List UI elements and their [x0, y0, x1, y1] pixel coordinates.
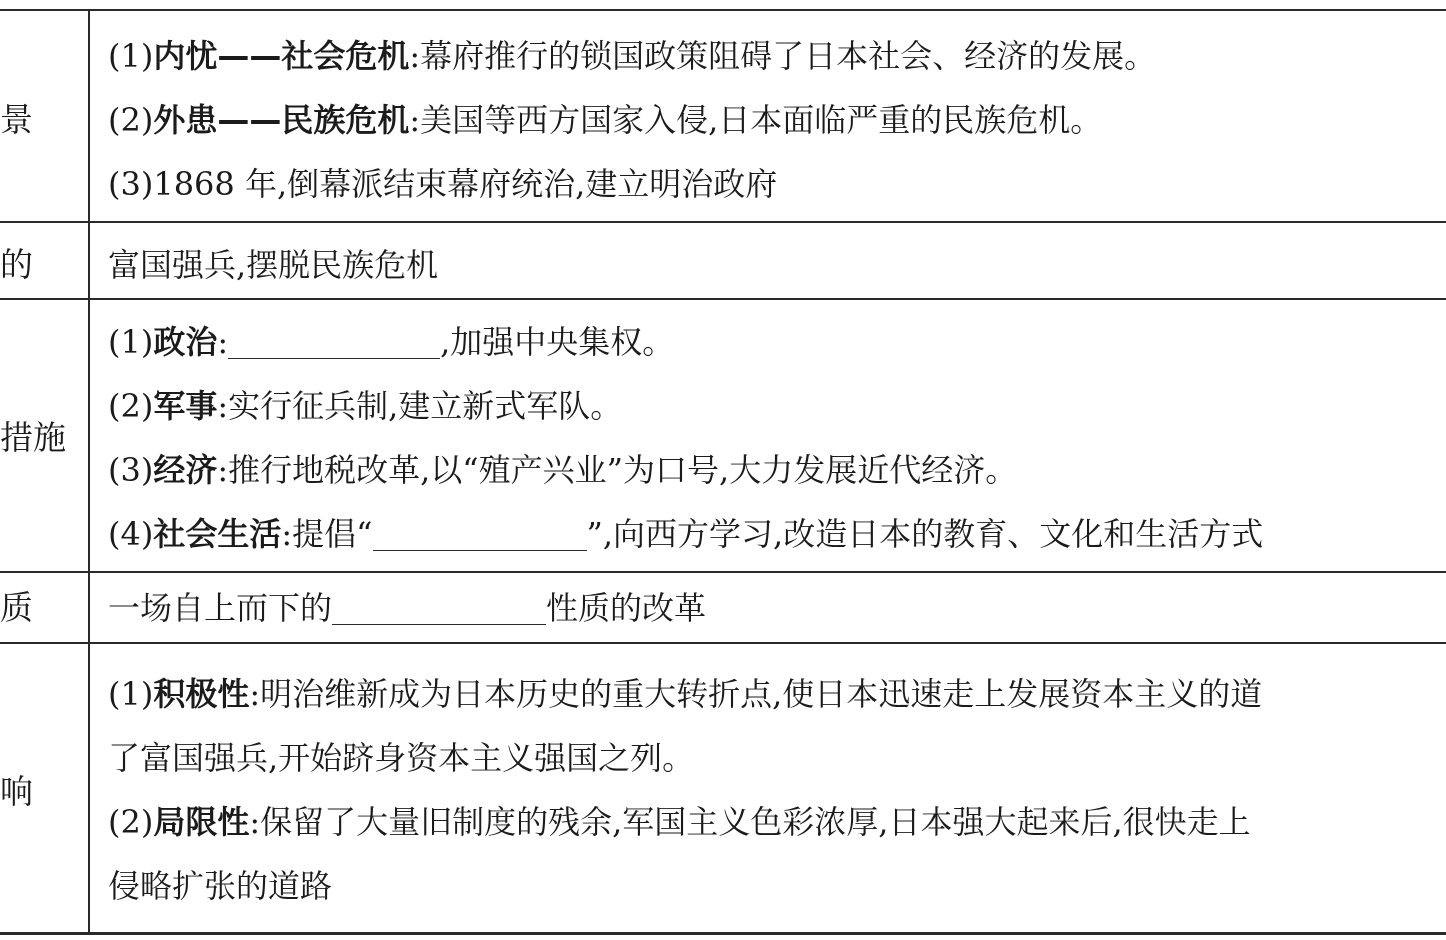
background-line-2: [108, 98, 1446, 142]
item-text: 保留了大量旧制度的残余,军国主义色彩浓厚,日本强大起来后,很快走上: [260, 803, 1251, 841]
measures-line-1: [108, 320, 1446, 364]
item-separator: :: [217, 323, 229, 361]
item-separator: :: [409, 37, 421, 75]
item-term: 军事: [153, 387, 218, 425]
impact-line-2: [108, 736, 1446, 780]
fill-blank-nature[interactable]: [332, 592, 546, 625]
row-label-measures: 措施: [0, 418, 66, 457]
item-text: ,加强中央集权。: [440, 323, 675, 361]
item-separator: :: [249, 675, 261, 713]
item-text: 1868 年,倒幕派结束幕府统治,建立明治政府: [153, 165, 778, 203]
background-line-3: [108, 162, 1446, 206]
item-prefix: 一场自上而下的: [108, 589, 333, 627]
row-label-background: 景: [0, 100, 33, 139]
item-term: 内忧——社会危机: [153, 37, 410, 75]
row-label-nature: 质: [0, 588, 33, 627]
background-line-1: [108, 34, 1446, 78]
row-label-impact: 响: [0, 772, 33, 811]
item-text: 实行征兵制,建立新式军队。: [228, 387, 623, 425]
item-text: 幕府推行的锁国政策阻碍了日本社会、经济的发展。: [420, 37, 1157, 75]
item-text: 了富国强兵,开始跻身资本主义强国之列。: [108, 739, 695, 777]
item-number: (3): [108, 165, 154, 203]
impact-line-4: [108, 864, 1446, 908]
item-number: (1): [108, 37, 154, 75]
item-text: ”,向西方学习,改造日本的教育、文化和生活方式: [586, 515, 1264, 553]
item-text: 推行地税改革,以“殖产兴业”为口号,大力发展近代经济。: [228, 451, 1018, 489]
fill-blank-politics[interactable]: [228, 326, 440, 359]
item-number: (4): [108, 515, 154, 553]
item-separator: :: [249, 803, 261, 841]
row-label-purpose: 的: [0, 245, 33, 284]
table-border-bottom: [0, 932, 1446, 935]
impact-line-1: [108, 672, 1446, 716]
measures-line-2: [108, 384, 1446, 428]
row-divider-1: [0, 221, 1446, 223]
item-number: (1): [108, 323, 154, 361]
item-number: (1): [108, 675, 154, 713]
table-border-top: [0, 9, 1446, 11]
item-text: 性质的改革: [546, 589, 707, 627]
item-number: (2): [108, 803, 154, 841]
item-term: 外患——民族危机: [153, 101, 410, 139]
item-prefix: 提倡“: [292, 515, 373, 553]
item-number: (2): [108, 387, 154, 425]
item-separator: :: [409, 101, 421, 139]
measures-line-3: [108, 448, 1446, 492]
item-text: 美国等西方国家入侵,日本面临严重的民族危机。: [420, 101, 1103, 139]
row-divider-3: [0, 571, 1446, 573]
item-term: 经济: [153, 451, 218, 489]
item-separator: :: [217, 451, 229, 489]
row-divider-2: [0, 298, 1446, 300]
item-separator: :: [281, 515, 293, 553]
item-term: 社会生活: [153, 515, 282, 553]
item-separator: :: [217, 387, 229, 425]
item-text: 富国强兵,摆脱民族危机: [108, 246, 439, 284]
item-number: (2): [108, 101, 154, 139]
item-term: 积极性: [153, 675, 250, 713]
column-divider: [88, 10, 90, 932]
row-divider-4: [0, 642, 1446, 644]
item-text: 侵略扩张的道路: [108, 867, 333, 905]
item-term: 局限性: [153, 803, 250, 841]
item-term: 政治: [153, 323, 218, 361]
item-text: 明治维新成为日本历史的重大转折点,使日本迅速走上发展资本主义的道: [260, 675, 1263, 713]
nature-line-1: [108, 586, 1446, 630]
impact-line-3: [108, 800, 1446, 844]
measures-line-4: [108, 512, 1446, 556]
item-number: (3): [108, 451, 154, 489]
purpose-line-1: [108, 243, 1446, 287]
fill-blank-social-life[interactable]: [373, 518, 587, 551]
